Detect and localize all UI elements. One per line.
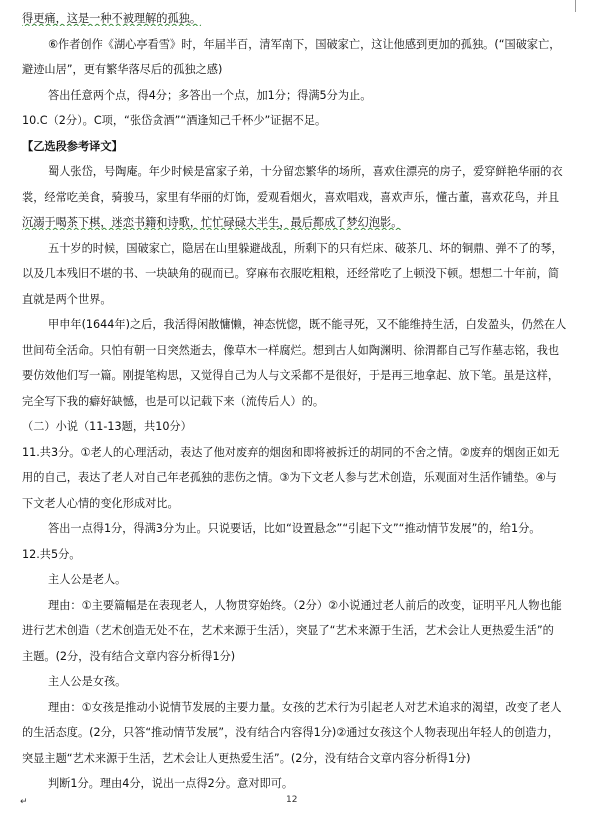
text-line: 完全写下我的癖好缺憾，也是可以记载下来（流传后人）的。 [22,395,325,408]
text-line: 答出一点得1分，得满3分为止。只说要话，比如“设置悬念”“引起下文”“推动情节发展”的，给1分。 [48,522,541,535]
text-line: 理由：①主要篇幅是在表现老人，人物贯穿始终。（2分）②小说通过老人前后的改变，证明平凡人物也能 [48,599,562,612]
text-line: 进行艺术创造（艺术创造无处不在，艺术来源于生活），突显了“艺术来源于生活，艺术会让人更热爱生活”的 [22,624,554,637]
text-span: 得更痛，这是一种不被理解的孤独。 [22,12,202,25]
text-line: 判断1分。理由4分，说出一点得2分。意对即可。 [48,777,294,790]
text-line: 要仿效他们写一篇。刚提笔构思，又觉得自己为人与文采都不是很好，于是再三地拿起、放下笔。虽是这样， [22,369,560,382]
margin-marker [575,0,576,12]
text-line: 用的自己，表达了老人对自己年老孤独的悲伤之情。③为下文老人参与艺术创造，乐观面对生活作铺垫。④与 [22,471,557,484]
section-heading: 【乙选段参考译文】 [22,140,123,153]
text-line: 答出任意两个点，得4分；多答出一个点，加1分；得满5分为止。 [48,89,372,102]
text-line: 蜀人张岱，号陶庵。年少时候是富家子弟，十分留恋繁华的场所，喜欢住漂亮的房子，爱穿鲜艳华丽的衣 [48,165,563,178]
text-line: 以及几本残旧不堪的书、一块缺角的砚而已。穿麻布衣服吃粗粮，还经常吃了上顿没下顿。想想二十年前，简 [22,267,560,280]
text-line: 主人公是老人。 [48,573,127,586]
text-line: 避迹山居”，更有繁华落尽后的孤独之感) [22,63,223,76]
text-line: 世间苟全活命。只怕有朝一日突然逝去，像草木一样腐烂。想到古人如陶渊明、徐渭都自己写作墓志铭，我也 [22,344,560,357]
text-line: 五十岁的时候，国破家亡，隐居在山里躲避战乱，所剩下的只有烂床、破茶几、坏的铜鼎、弹不了的琴， [48,242,563,255]
text-line [22,12,582,26]
text-line: 突显主题“艺术来源于生活，艺术会让人更热爱生活”。(2分，没有结合文章内容分析得1分) [22,752,471,765]
text-line: 直就是两个世界。 [22,293,112,306]
text-line: 12.共5分。 [22,548,81,561]
text-line: 主题。(2分，没有结合文章内容分析得1分) [22,650,236,663]
section-heading: （二）小说（11-13题，共10分） [22,420,192,433]
text-line: 主人公是女孩。 [48,675,127,688]
text-line: ⑥作者创作《湖心亭看雪》时，年届半百，清军南下，国破家亡，这让他感到更加的孤独。(“国破家亡， [48,38,561,51]
text-line: 的生活态度。(2分，只答“推动情节发展”，没有结合内容得1分)②通过女孩这个人物表现出年轻人的创造力， [22,726,559,739]
text-line: 10.C（2分）。C项，“张岱贪酒”“酒逢知己千杯少”证据不足。 [22,114,327,127]
text-line [22,216,582,230]
text-line: 11.共3分。①老人的心理活动，表达了他对废弃的烟囱和即将被拆迁的胡同的不舍之情。②废弃的烟囱正如无 [22,446,560,459]
text-span: 沉溺于喝茶下棋，迷恋书籍和诗歌，忙忙碌碌大半生，最后都成了梦幻泡影。 [22,216,403,229]
text-line: 甲申年(1644年)之后，我活得闲散慵懒，神态恍惚，既不能寻死，又不能维持生活，白发盈头，仍然在人 [48,318,567,331]
text-line: 裳，经常吃美食，骑骏马，家里有华丽的灯饰，爱观看烟火，喜欢唱戏，喜欢声乐，懂古董，喜欢花鸟，并且 [22,191,560,204]
text-line: 下文老人心情的变化形成对比。 [22,497,179,510]
paragraph-mark: ↵ [20,797,28,807]
text-line: 理由：①女孩是推动小说情节发展的主要力量。女孩的艺术行为引起老人对艺术追求的渴望，改变了老人 [48,701,562,714]
page-number: 12 [286,795,298,805]
